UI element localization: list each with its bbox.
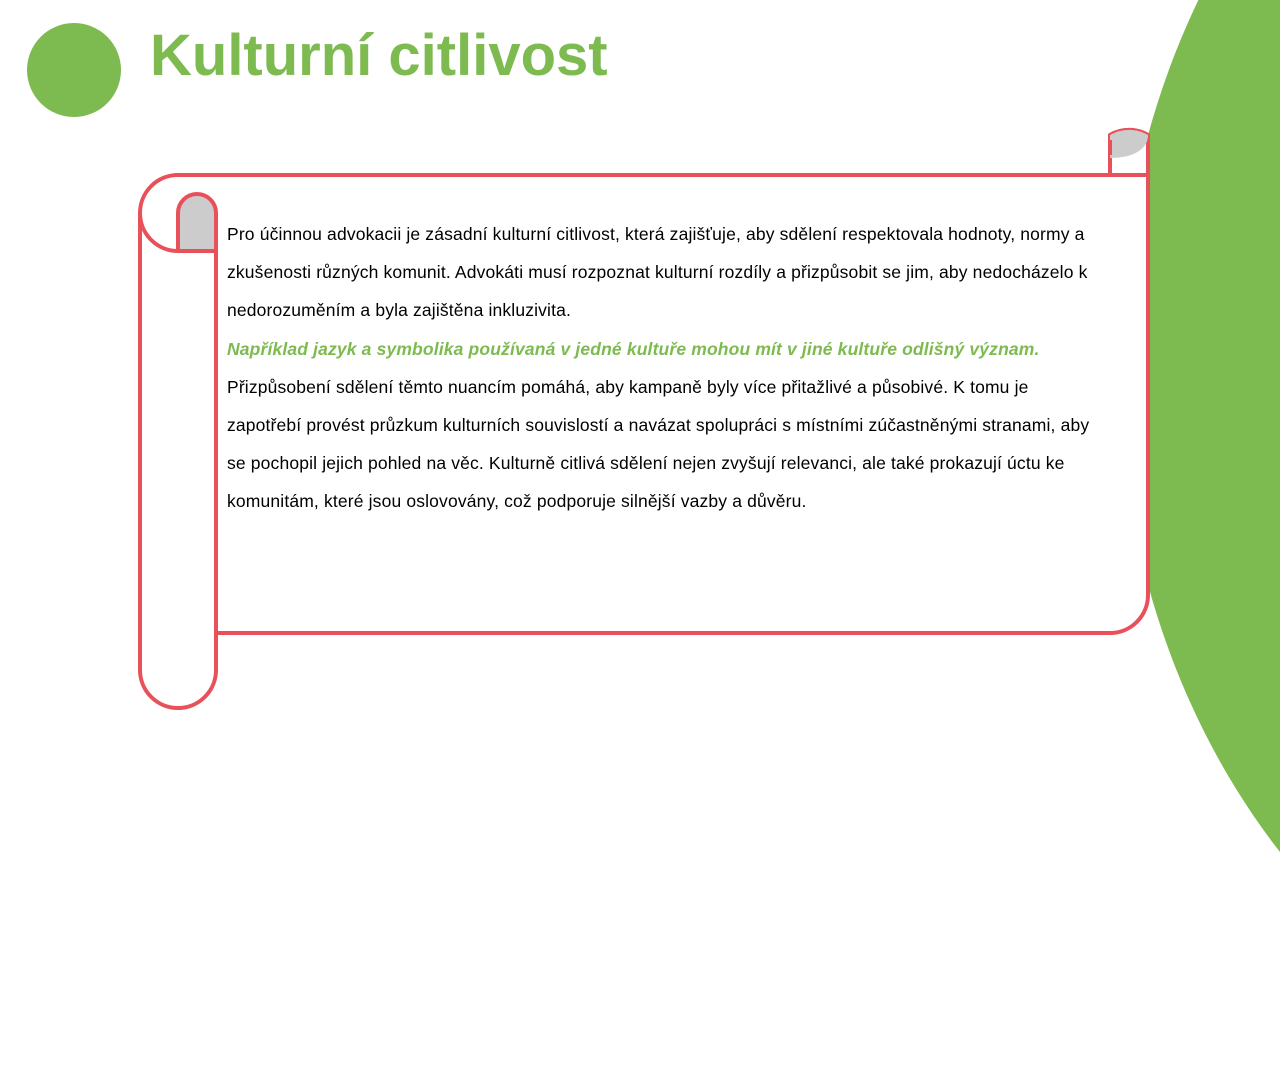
body-paragraph-example: Například jazyk a symbolika používaná v jedné kultuře mohou mít v jiné kultuře odlišný význam.: [227, 338, 1040, 359]
body-paragraph-intro: Pro účinnou advokacii je zásadní kulturní citlivost, která zajišťuje, aby sdělení respektovala hodnoty, normy a zkušenosti různých komunit. Advokáti musí rozpoznat kulturní rozdíly a přizpůsobit se jim, aby nedocházelo k nedorozuměním a byla zajištěna inkluzivita.: [227, 224, 1088, 321]
scroll-left-roll-top: [178, 194, 216, 251]
body-text: [227, 215, 1107, 521]
scroll-left-roll: [140, 175, 216, 708]
body-paragraph-conclusion: Přizpůsobení sdělení těmto nuancím pomáhá, aby kampaně byly více přitažlivé a působivé. K tomu je zapotřebí provést průzkum kulturních souvislostí a navázat spolupráci s místními zúčastněnými stranami, aby se pochopil jejich pohled na věc. Kulturně citlivá sdělení nejen zvyšují relevanci, ale také prokazují úctu ke komunitám, které jsou oslovovány, což podporuje silnější vazby a důvěru.: [227, 376, 1090, 512]
page-title: Kulturní citlivost: [150, 23, 608, 88]
